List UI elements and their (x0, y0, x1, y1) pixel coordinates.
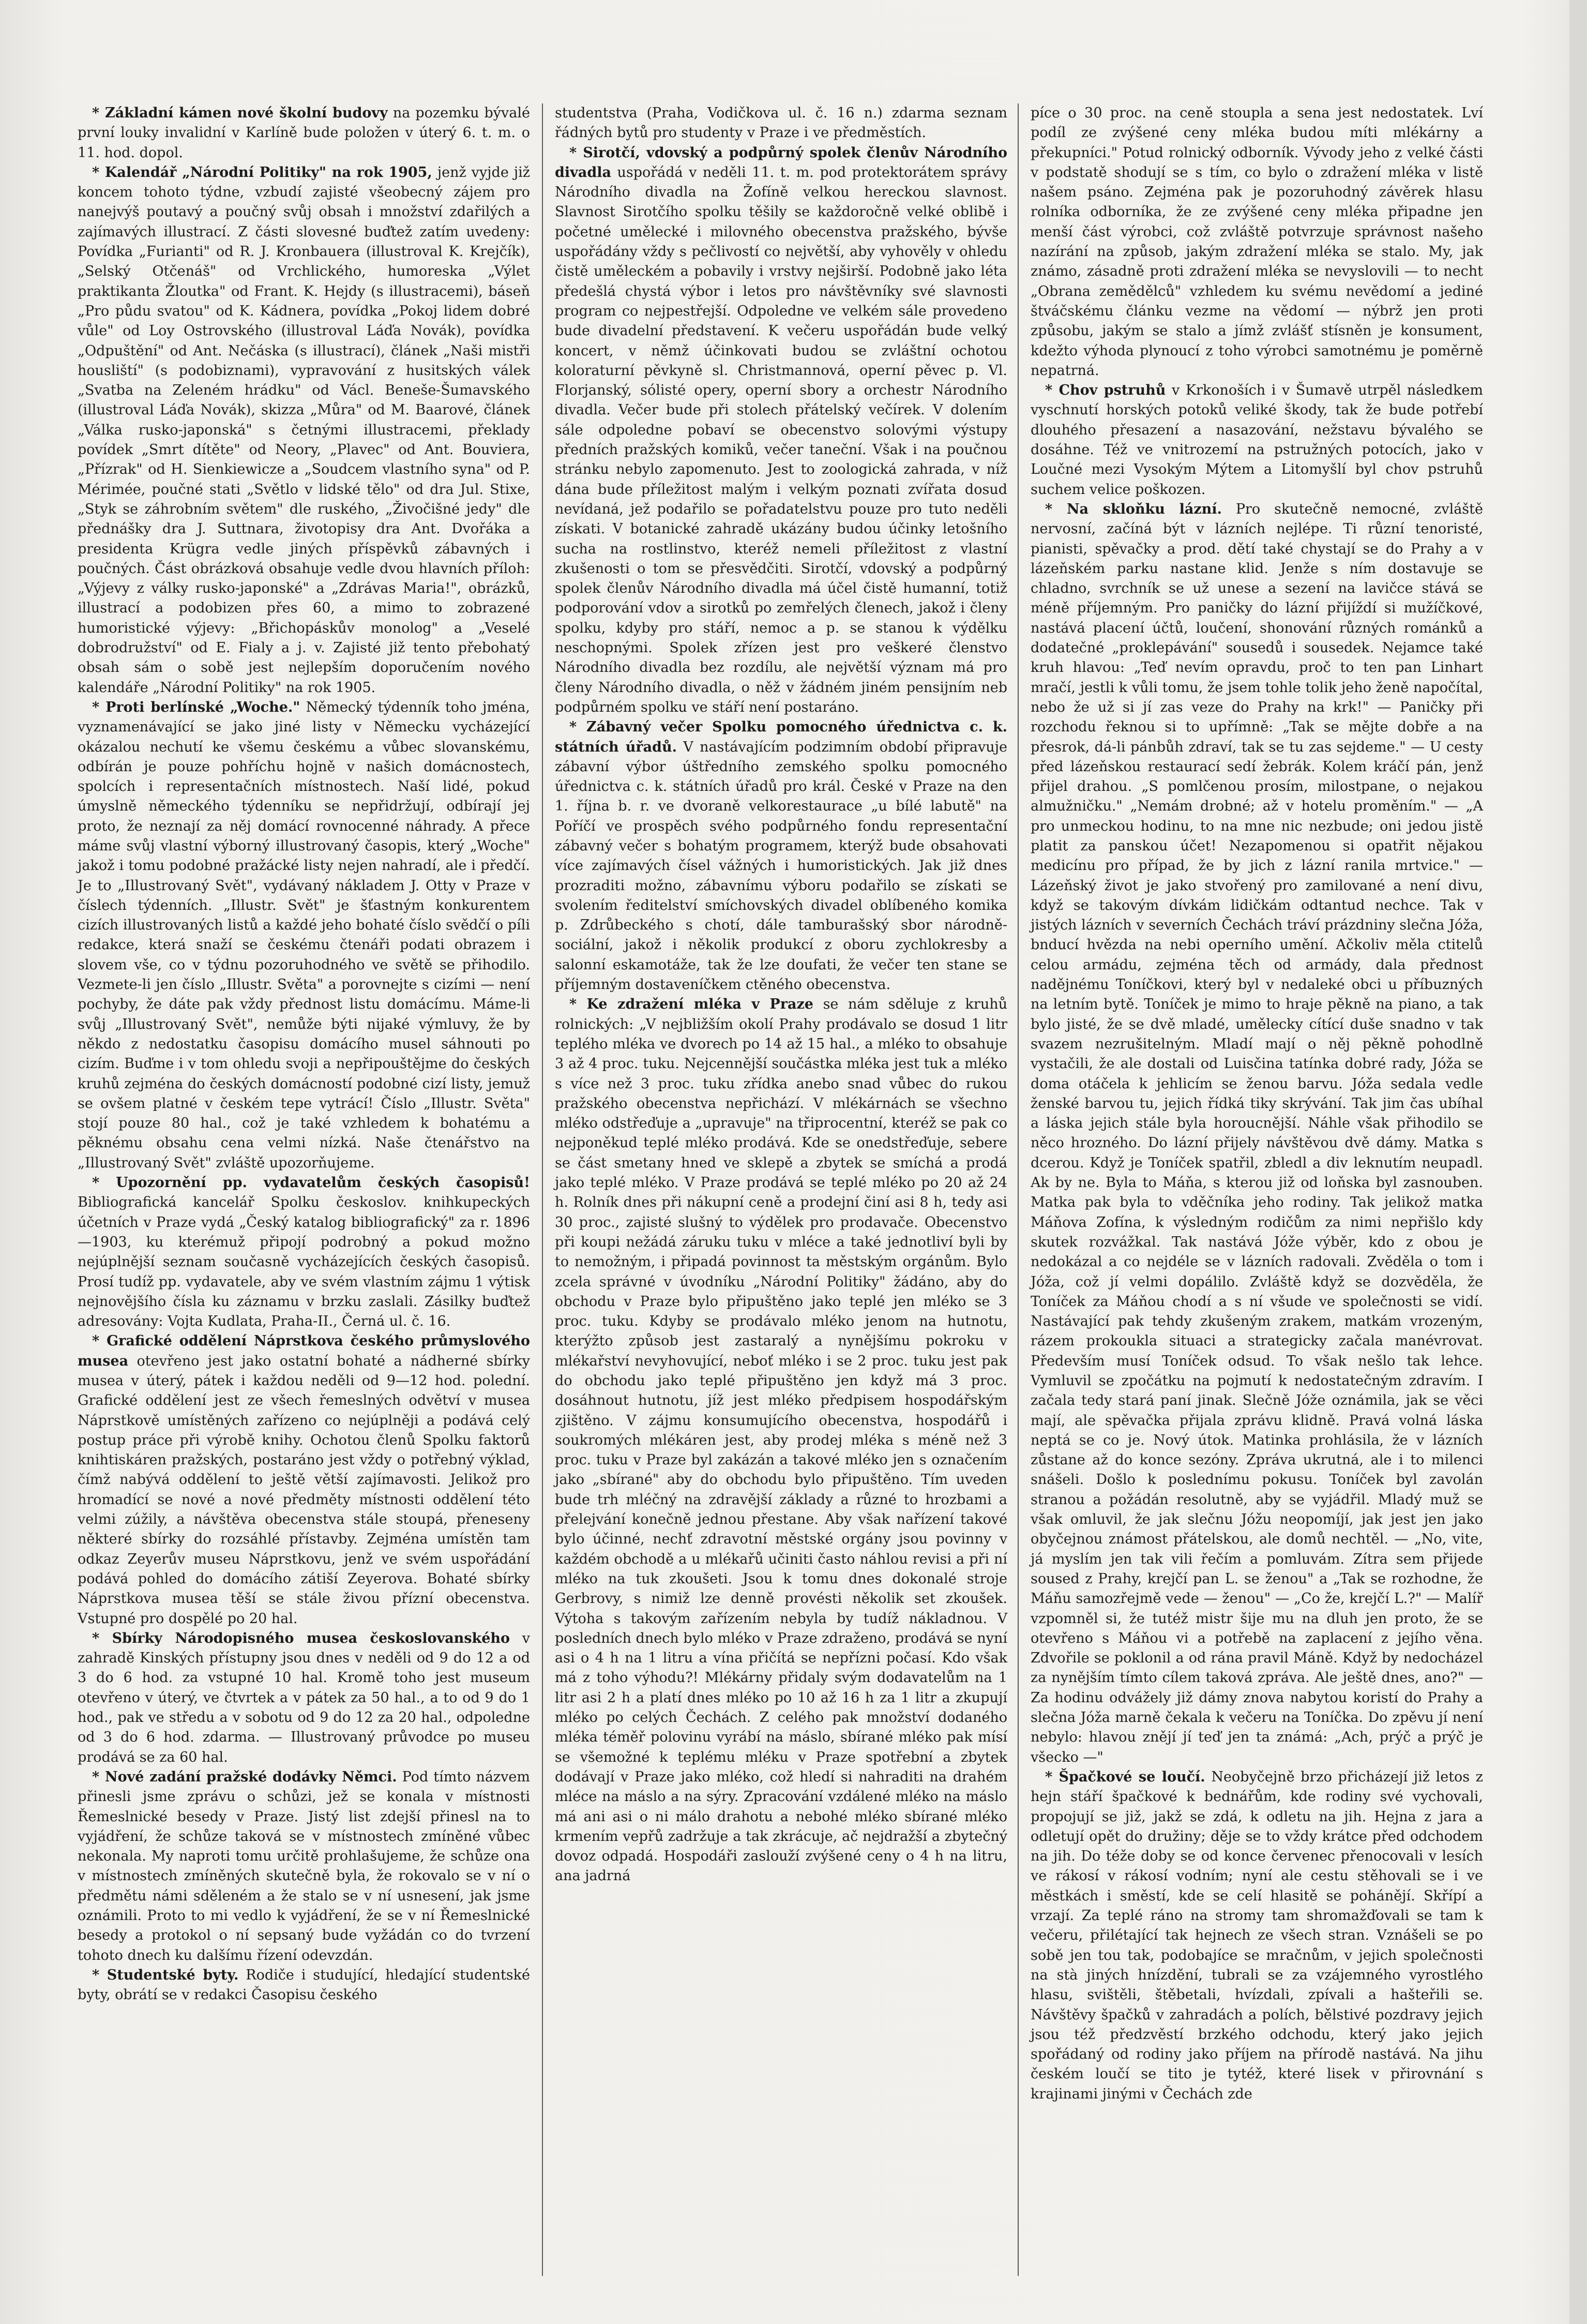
article-paragraph (1031, 103, 1483, 381)
article-paragraph (1031, 500, 1483, 1767)
article-paragraph (555, 143, 1007, 718)
article-heading: * Proti berlínské „Woche." (92, 699, 300, 715)
article-paragraph (1031, 1767, 1483, 2104)
article-paragraph (78, 1629, 530, 1767)
article-heading: * Zábavný večer Spolku pomocného úřednictva c. k. státních úřadů. (555, 719, 1007, 755)
text-column-3 (1031, 103, 1483, 2104)
text-column-1 (78, 103, 530, 2005)
article-heading: * Špačkové se loučí. (1045, 1768, 1205, 1785)
article-text: se nám sděluje z kruhů rolnických: „V nejbližším okolí Prahy prodávalo se dosud 1 litr teplého mléka ve dvorech po 14 až 15 hal., a mléko to obsahuje 3 až 4 proc. tuku. Nejcennější součástka mléka jest tuk a mléko s více než 3 proc. tuku zřídka anebo snad vůbec do rukou pražského obecenstva nepřichází. V mlékárnách se všechno mléko odstřeďuje a „upravuje" na třiprocentní, kteréž se pak co nejponěkud teplé mléko prodává. Kde se onedstřeďuje, sebere se část smetany hned ve sklepě a zbytek se smíchá a prodá jako teplé mléko. V Praze prodává se teplé mléko po 20 až 24 h. Rolník dnes při nákupní ceně a prodejní činí asi 8 h, tedy asi 30 proc., zajisté slušný to výdělek pro prodavače. Obecenstvo při koupi nežádá záruku tuku v mléce a také jednotliví byli by to nemožným, i připadá povinnost ta městským orgánům. Bylo zcela správné v úvodníku „Národní Politiky" žádáno, aby do obchodu v Praze bylo připuštěno jako teplé jen mléko se 3 proc. tuku. Kdyby se prodávalo mléko jenom na hutnotu, kterýžto způsob jest zastaralý a nynějšímu pokroku v mlékařství nevyhovující, neboť mléko i se 2 proc. tuku jest pak do obchodu jako teplé připuštěno jen když má 3 proc. dosáhnout hutnotu, jíž jest mléko předpisem hospodářským zjištěno. V zájmu konsumujícího obecenstva, hospodářů i soukromých mlékáren jest, aby prodej mléka s méně než 3 proc. tuku v Praze byl zakázán a takové mléko jen s označením jako „sbírané" aby do obchodu bylo připuštěno. Tím uveden bude trh mléčný na zdravější základy a různé to hrozbami a přelejvání konečně jednou přestane. Aby však nařízení takové bylo účinné, nechť zdravotní městské orgány jsou povinny v každém obchodě a u mlékařů učiniti často náhlou revisi a při ní mléko na tuk zkoušeti. Jsou k tomu dnes dokonalé stroje Gerbrovy, s nimiž lze denně provésti několik set zkoušek. Výtoha s takovým zařízením nebyla by tudíž nákladnou. V posledních dnech bylo mléko v Praze zdraženo, prodává se nyní asi o 4 h na 1 litru a vína přičítá se nepřízni počasí. Kdo však má z toho výhodu?! Mlékárny přidaly svým dodavatelům na 1 litr asi 2 h a platí dnes mléko po 10 až 16 h za 1 litr a zkupují mléko po celých Čechách. Z celého pak množství dodaného mléka téměř polovinu vyrábí na máslo, sbírané mléko pak mísí se všemožné k teplému mléku v Praze spotřební a zbytek dodávají v Praze jako mléko, což hledí si nahraditi na drahém mléce na máslo a na sýry. Zpracování vzdálené mléko na máslo má ani asi o ni málo drahotu a nebohé mléko sbírané mléko krmením vepřů zadržuje a tak zkrácuje, ač nejdražší a zbytečný dovoz odpadá. Hospodáři zaslouží zvýšené ceny o 4 h na litru, ana jadrná (555, 996, 1007, 1884)
column-rule (542, 103, 543, 2276)
article-text: v Krkonoších i v Šumavě utrpěl následkem vyschnutí horských potoků veliké škody, tak že bude potřebí dlouhého přesazení a nasazování, nežstavu bývalého se dosáhne. Též ve vnitrozemí na pstružných potocích, jako v Loučné mezi Vysokým Mýtem a Litomyšlí byl chov pstruhů suchem velice poškozen. (1031, 382, 1483, 498)
column-rule (1018, 103, 1019, 2276)
article-paragraph (78, 163, 530, 698)
article-text: Neobyčejně brzo přicházejí již letos z hejn stáří špačkové k bednářům, kde rodiny své vychovali, propojují se již, jakž se zdá, k odletu na jih. Hejna z jara a odletují opět do družiny; děje se to vždy krátce před odchodem na jih. Do téže doby se od konce červenec přenocovali v lesích ve rákosí v rákosí vodním; nyní ale cestu stěhovali se i ve městkách i směstí, kde se celí hlasitě se pohánějí. Skřípí a vrzají. Za teplé ráno na stromy tam shromažďovali se tam k večeru, přilétající tak hejnech ze všech stran. Vznášeli se po sobě jen tou tak, podobajíce se mračnům, v jejich společnosti na stà jiných hnízdění, tubrali se za vzájemného vyrostlého hlasu, svištěli, štěbetali, hvízdali, zpívali a hašteřili se. Návštěvy špačků v zahradách a polích, bělstivé pozdravy jejich jsou též předzvěstí brzkého odchodu, který jako jejich spořádaný od rodiny jako příjem na přírodě nastává. Na jihu českém loučí se tito je tytéž, které lisek v přirovnání s krajinami jinými v Čechách zde (1031, 1768, 1483, 2102)
scan-edge (1569, 0, 1587, 2324)
article-text: Rodiče i studující, hledající studentské byty, obrátí se v redakci Časopisu českého (78, 1967, 531, 2003)
article-paragraph (555, 103, 1007, 143)
article-text: v zahradě Kinských přístupny jsou dnes v neděli od 9 do 12 a od 3 do 6 hod. za vstupné 10 hal. Kromě toho jest museum otevřeno v úterý, ve čtvrtek a v pátek za 50 hal., a to od 9 do 1 hod., pak ve středu a v sobotu od 9 do 12 za 20 hal., odpoledne od 3 do 6 hod. zdarma. — Illustrovaný průvodce po museu prodává se za 60 hal. (78, 1630, 530, 1765)
article-paragraph (555, 995, 1007, 1886)
article-text: otevřeno jest jako ostatní bohaté a nádherné sbírky musea v úterý, pátek i každou neděli od 9—12 hod. polední. Grafické oddělení jest ze všech řemeslných odvětví v musea Náprstkově umístěných zařízeno co nejúplněji a podává celý postup práce při výrobě knihy. Ochotou členů Spolku faktorů knihtiskáren pražských, postaráno jest vždy o potřebný výklad, čímž nabývá oddělení to ještě větší zajímavosti. Jelikož pro hromadící se nové a nové předměty místnosti oddělení této velmi zúžily, a návštěva obecenstva stále stoupá, přeneseny některé sbírky do rozsáhlé přístavby. Zejména umístěn tam odkaz Zeyerův museu Náprstkovu, jenž ve svém uspořádání podává pohled do domácího zátiší Zeyerova. Bohaté sbírky Náprstkova musea těší se stále živou přízní obecenstva. Vstupné pro dospělé po 20 hal. (78, 1353, 530, 1627)
article-text: Německý týdenník toho jména, vyznamenávající se jako jiné listy v Německu vycházející okázalou nechutí ke všemu českému a vůbec slovanskému, odbírán je pouze pohříchu hojně v našich domácnostech, spolcích i representačních místnostech. Naší lidé, pokud úmyslně německého týdenníku se nepřidržují, odbírají jej proto, že neznají za něj domácí rovnocenné náhrady. A přece máme svůj vlastní výborný illustrovaný časopis, který „Woche" jakož i tomu podobné pražácké listy nejen nahradí, ale i předčí. Je to „Illustrovaný Svět", vydávaný nákladem J. Otty v Praze v číslech týdenních. „Illustr. Svět" je šťastným konkurentem cizích illustrovaných listů a každé jeho bohaté číslo svědčí o píli redakce, která snaží se českému čtenáři podati obrazem i slovem vše, co v týdnu pozoruhodného ve světě se přihodilo. Vezmete-li jen číslo „Illustr. Světa" a porovnejte s cizími — není pochyby, že dáte pak vždy přednost listu domácímu. Máme-li svůj „Illustrovaný Svět", nemůže býti nijaké výmluvy, že by někdo z nedostatku časopisu domácího musel sáhnouti po cizím. Buďme i v tom ohledu svoji a nepřipouštějme do českých kruhů zejména do českých domácností podobné cizí listy, jemuž se ovšem platné v českém tepe vytrácí! Číslo „Illustr. Světa" stojí pouze 80 hal., což je také vzhledem k bohatému a pěknému obsahu cena velmi nízká. Naše čtenářstvo na „Illustrovaný Svět" zvláště upozorňujeme. (78, 699, 530, 1171)
article-heading: * Upozornění pp. vydavatelům českých časopisů! (92, 1175, 530, 1191)
article-heading: * Ke zdražení mléka v Praze (569, 996, 813, 1013)
article-text: studentstva (Praha, Vodičkova ul. č. 16 n.) zdarma seznam řádných bytů pro studenty v Praze i ve předměstích. (555, 105, 1007, 141)
article-text: na pozemku bývalé první louky invalidní v Karlíně bude položen v úterý 6. t. m. o 11. hod. dopol. (78, 105, 530, 161)
article-heading: * Základní kámen nové školní budovy (92, 105, 388, 121)
article-heading: * Studentské byty. (92, 1967, 239, 1983)
article-paragraph (78, 103, 530, 163)
article-heading: * Nové zadání pražské dodávky Němci. (92, 1768, 397, 1785)
article-paragraph (1031, 381, 1483, 500)
article-paragraph (78, 1173, 530, 1331)
article-paragraph (78, 1767, 530, 1966)
article-heading: * Kalendář „Národní Politiky" na rok 1905, (92, 164, 432, 181)
article-paragraph (78, 1331, 530, 1628)
article-text: píce o 30 proc. na ceně stoupla a sena jest nedostatek. Lví podíl ze zvýšené ceny mléka budou míti mlékárny a překupníci." Potud rolnický odborník. Vývody jeho z velké části v podstatě shodují se s tím, co bylo o zdražení mléka v listě našem psáno. Zejména pak je pozoruhodný závěrek hlasu rolníka odborníka, že ze zvýšené ceny mléka připadne jen menší část výrobci, což zvláště potvrzuje správnost našeho nazírání na způsob, jakým zdražení mléka se stalo. My, jak známo, zásadně proti zdražení mléka se nevyslovili — to necht „Obrana zemědělců" vzhledem ku svému nevědomí a jediné štváčskému článku vezme na vědomí — nýbrž jen proti způsobu, jakým se stalo a jímž zvlášť stísněn je konsument, kdežto výhoda plynoucí z toho výrobci samotnému je poměrně nepatrná. (1031, 105, 1483, 379)
article-heading: * Chov pstruhů (1045, 382, 1166, 399)
article-paragraph (555, 717, 1007, 995)
article-heading: * Grafické oddělení Náprstkova českého průmyslového musea (78, 1333, 530, 1369)
article-text: Bibliografická kancelář Spolku českoslov. knihkupeckých účetních v Praze vydá „Český katalog bibliografický" za r. 1896—1903, ku kterémuž připojí podrobný a pokud možno nejúplnější seznam současně vycházejících českých časopisů. Prosí tudíž pp. vydavatele, aby ve svém vlastním zájmu 1 výtisk nejnovějšího čísla ku záznamu v brzku zaslali. Zásilky buďtež adresovány: Vojta Kudlata, Praha-II., Černá ul. č. 16. (78, 1194, 530, 1330)
article-text: Pod tímto názvem přinesli jsme zprávu o schůzi, jež se konala v místnosti Řemeslnické besedy v Praze. Jistý list zdejší přinesl na to vyjádření, že schůze taková se v místnostech zmíněné vůbec nekonala. My naproti tomu určitě prohlašujeme, že schůze ona v místnostech zmíněných skutečně byla, že rokovalo se v ní o předmětu námi sděleném a že stalo se v ní usnesení, jak jsme oznámili. Proto to mi vedlo k vyjádření, že se v ní Řemeslnické besedy a protokol o ní sepsaný bude vyžádán co do tvrzení tohoto dnech ku dalšímu řízení odevzdán. (78, 1768, 530, 1963)
article-heading: * Na skloňku lázní. (1045, 501, 1222, 517)
article-text: V nastávajícím podzimním období připravuje zábavní výbor úštředního zemského spolku pomocného úřednictva c. k. státních úřadů pro král. České v Praze na den 1. října b. r. ve dvoraně velkorestaurace „u bílé labutě" na Poříčí ve prospěch svého podpůrného fondu representační zábavný večer s bohatým programem, kterýž bude obsahovati více zajímavých čísel vážných i humoristických. Jak již dnes prozraditi možno, zábavnímu výboru podařilo se získati se svolením ředitelství smíchovských divadel oblíbeného komika p. Zdrůbeckého s chotí, dále tamburašský sbor národně-sociální, jakož i několik produkcí z oboru zychlokresby a salonní eskamotáže, tak že lze doufati, že večer ten stane se příjemným dostaveníčkem ctěného obecenstva. (555, 739, 1007, 993)
article-paragraph (78, 698, 530, 1173)
article-text: jenž vyjde již koncem tohoto týdne, vzbudí zajisté všeobecný zájem pro nanejvýš poutavý a poučný svůj obsah i množství zdařilých a zajímavých illustrací. Z části slovesné buďtež zatím uvedeny: Povídka „Furianti" od R. J. Kronbauera (illustroval K. Krejčík), „Selský Otčenáš" od Vrchlického, humoreska „Výlet praktikanta Žloutka" od Frant. K. Hejdy (s illustracemi), báseň „Pro půdu svatou" od K. Kádnera, povídka „Pokoj lidem dobré vůle" od Loy Ostrovského (illustroval Láďa Novák), povídka „Odpuštění" od Ant. Nečáska (s illustrací), článek „Naši mistři housliští" (s podobiznami), vypravování z husitských válek „Svatba na Zeleném hrádku" od Václ. Beneše-Šumavského (illustroval Láďa Novák), skizza „Můra" od M. Baarové, článek „Válka rusko-japonská" s četnými illustracemi, překlady povídek „Smrt dítěte" od Neory, „Plavec" od Ant. Bouviera, „Přízrak" od H. Sienkiewicze a „Soudcem vlastního syna" od P. Mérimée, poučné stati „Světlo v lidské tělo" od dra Jul. Stixe, „Styk se záhrobním světem" dle ruského, „Živočišné jedy" dle přednášky dra J. Suttnara, životopisy dra Ant. Dvořáka a presidenta Krügra vedle jiných příspěvků zábavných i poučných. Část obrázková obsahuje vedle dvou hlavních příloh: „Výjevy z války rusko-japonské" a „Zdrávas Maria!", obrázků, illustrací a podobizen přes 60, a mimo to zobrazené humoristické výjevy: „Břichopáskův monolog" a „Veselé dobrodružství" od E. Fialy a j. v. Zajisté již tento přebohatý obsah sám o sobě jest nejlepším doporučením nového kalendáře „Národní Politiky" na rok 1905. (78, 164, 530, 696)
article-paragraph (78, 1966, 530, 2005)
article-text: uspořádá v neděli 11. t. m. pod protektorátem správy Národního divadla na Žofíně velkou hereckou slavnost. Slavnost Sirotčího spolku těšily se každoročně velké oblibě i početné umělecké i milovného obecenstva pražského, bývše uspořádány vždy s pečlivostí co největší, aby vyhověly v ohledu čistě uměleckém a pobavily i vrstvy nejširší. Podobně jako léta předešlá chystá výbor i letos pro návštěvníky své slavnosti program co nejpestřejší. Odpoledne ve velkém sále provedeno bude divadelní představení. K večeru uspořádán bude velký koncert, v němž účinkovati budou se zvláštní ochotou koloraturní pěvkyně sl. Christmannová, operní pěvec p. Vl. Florjanský, sólisté opery, operní sbory a orchestr Národního divadla. Večer bude při stolech přátelský večírek. V dolením sále odpoledne pobaví se obecenstvo solovými výstupy předních pražských komiků, večer taneční. Však i na poučnou stránku nebylo zapomenuto. Jest to zoologická zahrada, v níž dána bude příležitost malým i velkým poznati zvířata dosud nevídaná, jež podařilo se pořadatelstvu pouze pro tuto neděli získati. V botanické zahradě ukázány budou účinky letošního sucha na rostlinstvo, kteréž nemeli příležitost z vlastní zkušenosti o tom se přesvědčiti. Sirotčí, vdovský a podpůrný spolek členův Národního divadla má účel čistě humanní, totiž podporování vdov a sirotků po zemřelých členech, jakož i členy spolku, kdyby pro stáří, nemoc a p. se stanou k výdělku neschopnými. Spolek zřízen jest pro veškeré členstvo Národního divadla bez rozdílu, ale největší význam má pro členy Národního divadla, o něž v žádném jiném pensijním neb podpůrném spolku ve stáří není postaráno. (555, 164, 1007, 715)
article-heading: * Sbírky Národopisného musea českoslovanského (92, 1630, 510, 1646)
article-text: Pro skutečně nemocné, zvláště nervosní, začíná být v lázních nejlépe. Ti různí tenoristé, pianisti, spěvačky a prod. dětí také chystají se do Prahy a v lázeňském parku nastane klid. Jenže s ním dostavuje se chladno, svrchník se už unese a sezení na lavičce stává se méně příjemným. Pro paničky do lázní přijíždí si mužíčkové, nastává placení účtů, loučení, shonování různých románků a dodatečné „proklepávání" sousedů i sousedek. Nejamce také kruh hlavou: „Teď nevím opravdu, proč to ten pan Linhart mračí, jestli k vůli tomu, že jsem tohle tolik jeho ženě napočítal, nebo že už si jí zas veze do Prahy na krk!" — Paničky při rozchodu řeknou si to upřímně: „Tak se mějte dobře a na přesrok, dá-li pánbůh zdraví, tak se tu zas sejdeme." — U cesty před lázeňskou restaurací sedí žebrák. Kolem kráčí pán, jenž přijel drahou. „S pomlčenou prosím, milostpane, o nejakou almužničku." „Nemám drobné; až v hotelu proměním." — „A pro unmeckou hodinu, to na mne nic nezbude; oni jedou jistě platit za panskou účet! Nezapomenou si opatřit nějakou medicínu pro případ, že by jich z lázní ranila mrtvice." — Lázeňský život je jako stvořený pro zamilované a není divu, když se takovým dívkám lidičkám odtantud nechce. Tak v jistých lázních v severních Čechách tráví prázdniny slečna Jóža, bnducí hvězda na nebi operního umění. Ačkoliv měla ctitelů celou armádu, zejména těch od armády, dala přednost nadějnému Toníčkovi, který byl v nedaleké obci u příbuzných na letním bytě. Toníček je mimo to hraje pěkně na piano, a tak bylo jisté, že se dvě mladé, umělecky cítící duše snadno v tak svazem nezrušitelným. Mladí mají o něj pěkně pohodlně vystačili, že ale dostali od Luisčina tatínka dobré rady, Jóža se doma otáčela k jehlicím se ženou barvu. Jóža sedala vedle ženské barvou tu, jejich řídká tiky skrývání. Tak jim čas ubíhal a láska jejich stále byla horoucnější. Náhle však přihodilo se něco hrozného. Do lázní přijely návštěvou dvě dámy. Matka s dcerou. Když je Toníček spatřil, zbledl a div leknutím neupadl. Ak by ne. Byla to Máňa, s kterou již od loňska byl zasnouben. Matka pak byla to vděčníka jeho rodiny. Tak jelikož matka Máňova Zofína, k výsledným rodičům za nimi nepřišlo kdy skutek rozvážkal. Tak nastává Jóže výběr, kdo z obou je nedokázal a co nejdéle se v lázních radovali. Zvěděla o tom i Jóža, což jí velmi dopálilo. Zvláště když se dozvěděla, že Toníček za Máňou chodí a s ní všude ve společnosti se vidí. Nastávající pak tehdy zkušeným zrakem, matkám vrozeným, rázem prokoukla situaci a strategicky začala manévrovat. Především musí Toníček odsud. To však nešlo tak lehce. Vymluvil se zpočátku na pojmutí k nedostatečným zdravím. I začala tedy stará paní jinak. Slečně Jóže oznámila, jak se věci mají, ale spěvačka přijala zprávu klidně. Pravá volná láska neptá se co je. Nový útok. Matinka prohlásila, že v lázních zůstane až do konce sezóny. Zpráva ukrutná, ale i to milenci snášeli. Došlo k poslednímu pokusu. Toníček byl zavolán stranou a požádán resolutně, aby se vyjádřil. Mladý muž se však omluvil, že jak slečnu Jóžu neopomíjí, jak jest jen jako obyčejnou známost přátelskou, ale domů nechtěl. — „No, vite, já myslím jen tak vili řečím a pomluvám. Zítra sem přijede soused z Prahy, krejčí pan L. se ženou" a „Tak se rozhodne, že Máňu samozřejmě vede — ženou" — „Co že, krejčí L.?" — Malíř vzpomněl si, že tutéž mistr šije mu na dluh jen proto, že se otevřeno s Máňou vi a potřebě na zaplacení z jejího věna. Zdvořile se poklonil a od rána pravil Máně. Když by nedocházel za nynějším tímto cílem taková zpráva. Ale ještě dnes, ano?" — Za hodinu odvážely již dámy znova nabytou koristí do Prahy a slečna Jóža marně čekala k večeru na Toníčka. Do zpěvu jí není nebylo: hlavou znějí jí teď jen ta známá: „Ach, prýč a prýč je všecko —" (1031, 501, 1483, 1765)
text-column-2 (555, 103, 1007, 1886)
article-heading: * Sirotčí, vdovský a podpůrný spolek členův Národního divadla (555, 144, 1007, 181)
